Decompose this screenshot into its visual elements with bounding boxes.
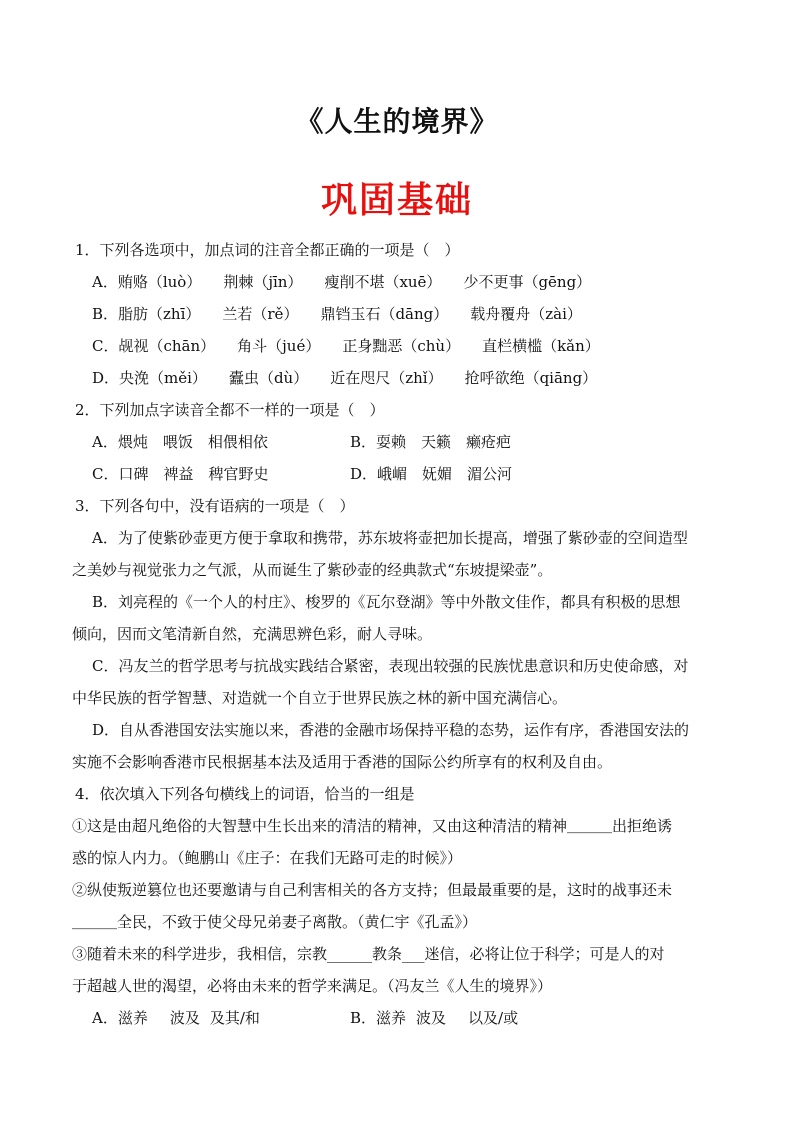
question-1-option-a [92,272,591,292]
question-1-option-c [92,336,600,356]
question-1-stem: 1．下列各选项中，加点词的注音全都正确的一项是（ ） [75,241,460,259]
q4-option-a-word-3: 及其/和 [209,1009,260,1027]
option-a-item-2: 荆棘（jīn） [223,273,303,291]
option-a-item-1: A．贿赂（luò） [92,273,202,291]
option-d-item-1: D．央浼（měi） [92,369,207,387]
question-4-sentence-2-line-2: ＿＿＿全民，不致于使父母兄弟妻子离散。（黄仁宇《孔孟》） [72,913,478,931]
question-2-option-d: D．峨嵋 妩媚 湄公河 [350,465,513,483]
option-c-item-2: 角斗（jué） [237,337,321,355]
q4-option-a-word-1: A．滋养 [92,1009,148,1027]
option-b-item-1: B．脂肪（zhī） [92,305,201,323]
question-4-sentence-3-line-2: 于超越人世的渴望，必将由未来的哲学来满足。（冯友兰《人生的境界》） [72,977,553,995]
question-3-option-b-line-1: B．刘亮程的《一个人的村庄》、梭罗的《瓦尔登湖》等中外散文佳作，都具有积极的思想 [92,593,681,611]
option-c-item-1: C．觇视（chān） [92,337,216,355]
question-1-option-b [92,304,582,324]
option-c-item-4: 直栏横槛（kǎn） [482,337,600,355]
q4-option-b-word-3: 以及/或 [468,1009,519,1027]
question-3-option-c-line-2: 中华民族的哲学智慧、对造就一个自立于世界民族之林的新中国充满信心。 [72,689,568,707]
question-4-sentence-2-line-1: ②纵使叛逆篡位也还要邀请与自己利害相关的各方支持；但最最重要的是，这时的战事还未 [72,881,673,899]
question-2-option-b: B．耍赖 天籁 癞疮疤 [350,433,512,451]
option-a-item-4: 少不更事（gēng） [463,273,592,291]
question-4-sentence-1-line-2: 惑的惊人内力。（鲍鹏山《庄子：在我们无路可走的时候》） [72,849,463,867]
q4-option-a-word-2: 波及 [169,1009,200,1027]
question-4-option-a [92,1008,260,1028]
question-2-option-a: A．煨炖 喂饭 相偎相依 [92,433,268,451]
option-b-item-3: 鼎铛玉石（dāng） [320,305,449,323]
question-3-option-a-line-1: A．为了使紫砂壶更方便于拿取和携带，苏东坡将壶把加长提高，增强了紫砂壶的空间造型 [92,529,688,547]
option-d-item-2: 蠹虫（dù） [228,369,309,387]
q4-option-b-word-1: B．滋养 [350,1009,407,1027]
question-4-option-b [350,1008,518,1028]
section-heading: 巩固基础 [320,180,473,221]
question-2-stem: 2．下列加点字读音全都不一样的一项是（ ） [75,401,385,419]
question-3-option-c-line-1: C．冯友兰的哲学思考与抗战实践结合紧密，表现出较强的民族忧患意识和历史使命感，对 [92,657,689,675]
q4-option-b-word-2: 波及 [416,1009,447,1027]
question-4-stem: 4．依次填入下列各句横线上的词语，恰当的一组是 [75,785,415,803]
question-3-option-b-line-2: 倾向，因而文笔清新自然，充满思辨色彩，耐人寻味。 [72,625,433,643]
option-d-item-3: 近在咫尺（zhǐ） [330,369,443,387]
question-3-option-d-line-2: 实施不会影响香港市民根据基本法及适用于香港的国际公约所享有的权利及自由。 [72,753,613,771]
question-1-option-d [92,368,597,388]
option-b-item-4: 载舟覆舟（zài） [470,305,582,323]
question-3-option-d-line-1: D．自从香港国安法实施以来，香港的金融市场保持平稳的态势，运作有序，香港国安法的 [92,721,690,739]
question-4-sentence-1-line-1: ①这是由超凡绝俗的大智慧中生长出来的清洁的精神，又由这种清洁的精神＿＿＿出拒绝诱 [72,817,673,835]
option-b-item-2: 兰若（rě） [222,305,299,323]
document-title: 《人生的境界》 [295,105,499,138]
question-4-sentence-3-line-1: ③随着未来的科学进步，我相信，宗教______教条___迷信，必将让位于科学；可是人的对 [72,945,665,963]
question-3-stem: 3．下列各句中，没有语病的一项是（ ） [75,497,355,515]
question-3-option-a-line-2: 之美妙与视觉张力之气派，从而诞生了紫砂壶的经典款式“东坡提梁壶”。 [72,561,553,579]
option-a-item-3: 瘦削不堪（xuē） [324,273,442,291]
question-2-option-c: C．口碑 裨益 稗官野史 [92,465,269,483]
option-c-item-3: 正身黜恶（chù） [342,337,461,355]
option-d-item-4: 抢呼欲绝（qiāng） [464,369,598,387]
